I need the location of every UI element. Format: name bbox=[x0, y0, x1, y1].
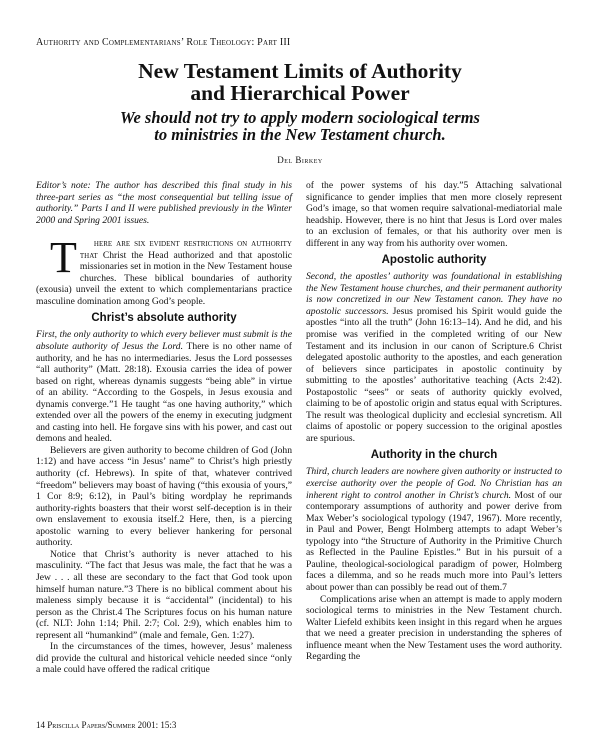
right-column bbox=[306, 180, 562, 663]
section-heading-christ-authority: Christ’s absolute authority bbox=[91, 312, 237, 325]
section3-text: Most of our contemporary assumptions of authority and power derive from Max Weber’s sociological typology (1947, 1967). More recently, in Paul and Power, Bengt Holmberg attempts to adapt Weber’s typology into “the Structure of Authority in the Primitive Church as Reflected in the Pauline Epistles.” But in his pursuit of a Pauline, theological-sociological paradigm of power, Holmberg faces a dilemma, and so he reads much more into Paul’s letters about power than can possibly be read out of them.7 bbox=[306, 489, 563, 593]
section1-paragraph-1 bbox=[36, 329, 292, 444]
section2-paragraph-1 bbox=[306, 271, 562, 444]
article-subtitle bbox=[36, 109, 564, 143]
section1-paragraph-3: Notice that Christ’s authority is never attached to his masculinity. “The fact that Jesus was male, the fact that he was a Jew . . . all these are secondary to the fact that God took upon himself human nature.”3 There is no biblical comment about his maleness simply because it is “accidental” (incidental) to his person as the Christ.4 The Scriptures focus on his human nature (cf. NLT: John 1:14; Phil. 2:7; Col. 2:9), which enables him to represent all “humankind” (male and female, Gen. 1:27). bbox=[36, 548, 292, 641]
title-line-2: and Hierarchical Power bbox=[190, 81, 410, 105]
lead-paragraph bbox=[36, 233, 292, 307]
title-line-1: New Testament Limits of Authority bbox=[138, 59, 462, 83]
lead-text: Christ the Head authorized and that apostolic missionaries set in motion in the New Testament house churches. These biblical boundaries of authority (exousia) unveil the extent to which complementarians practice masculine domination among God’s people. bbox=[36, 249, 292, 307]
running-head: Authority and Complementarians’ Role Theology: Part III bbox=[36, 37, 291, 48]
subtitle-line-1: We should not try to apply modern sociological terms bbox=[120, 108, 480, 127]
page-footer: 14 Priscilla Papers/Summer 2001: 15:3 bbox=[36, 720, 177, 730]
section-heading-apostolic-authority: Apostolic authority bbox=[381, 254, 487, 267]
section-heading-church-authority: Authority in the church bbox=[370, 449, 498, 462]
right-continuation-paragraph: of the power systems of his day.”5 Attaching salvational significance to gender implies that men more closely represent God’s image, so that women require salvational-mediatorial male headship. However, there is no hint that Jesus is Lord over males to an exclusion of females, or that his authority over men is different in any way from his authority over women. bbox=[306, 180, 562, 249]
section1-paragraph-2: Believers are given authority to become children of God (John 1:12) and have access “in Jesus’ name” to Christ’s high priestly authority (cf. Hebrews). In spite of that, whatever contrived “freedom” believers may boast of having (“this exousia of yours,” 1 Cor 8:9; 6:12), in Paul’s biting wordplay he reprimands authority-rights boasters that their worst self-deception is in their own enslavement to exousia itself.2 Here, then, is a piercing apostolic warning to every believer hankering for personal authority. bbox=[36, 444, 292, 549]
editor-note: Editor’s note: The author has described this final study in his three-part series as “the most consequential but telling issue of authority.” Parts I and II were published previously in the Winter 2000 and Spring 2001 issues. bbox=[36, 180, 292, 226]
section3-paragraph-2: Complications arise when an attempt is made to apply modern sociological terms to ministries in the New Testament church. Walter Liefeld exhibits keen insight in this regard when he argues that we need a greater precision in understanding the spheres of influence meant when the New Testament uses the word authority. Regarding the bbox=[306, 593, 562, 663]
section2-text: Jesus promised his Spirit would guide the apostles “into all the truth” (John 16:13–14). And he did, and his promise was verified in the completed writing of our New Testament and its inclusion in our canon of Scripture.6 Christ delegated apostolic authority to the apostles, and each generation of believers since participates in apostolic continuity by submitting to the apostles’ authoritative teaching (Acts 2:42). Postapostolic “sees” or seats of authority quickly evolved, claiming to be of apostolic origin and status equal with Scriptures. The result was theological duplicity and ecclesial syncretism. All claims of apostolic or popery succession to the original apostles are spurious. bbox=[306, 305, 562, 444]
section2-thesis: Second, the apostles’ authority was foundational in establishing the New Testament house churches, and their permanent authority is now concretized in our New Testament canon. They have no apostolic successors. bbox=[306, 271, 562, 317]
section1-paragraph-4: In the circumstances of the times, however, Jesus’ maleness did provide the cultural and historical vehicle needed since “only a male could have offered the radical critique bbox=[36, 641, 292, 676]
article-title bbox=[36, 60, 564, 104]
drop-cap: T bbox=[50, 233, 77, 283]
section1-thesis: First, the only authority to which every believer must submit is the absolute authority of Jesus the Lord. bbox=[36, 329, 292, 353]
lead-small-caps: here are six evident restrictions on authority that bbox=[79, 238, 292, 261]
author-byline: Del Birkey bbox=[277, 155, 323, 165]
section1-text: There is no other name of authority, and he has no intermediaries. Jesus the Lord possesses “all authority” (Matt. 28:18). Exousia carries the idea of power based on right, whereas dynamis suggests “being able” in virtue of an ability. “According to the Gospels, in Jesus exousia and dynamis converge.”1 He taught “as one having authority,” which extended over all the powers of the enemy in executing judgment and casting into hell. He forgave sins with his power, and cast out demons and healed. bbox=[36, 341, 292, 445]
section3-thesis: Third, church leaders are nowhere given authority or instructed to exercise authority over the people of God. No Christian has an inherent right to control another in Christ’s church. bbox=[306, 466, 562, 501]
left-column bbox=[36, 180, 292, 676]
subtitle-line-2: to ministries in the New Testament church. bbox=[154, 125, 446, 144]
section3-paragraph-1 bbox=[306, 466, 562, 593]
